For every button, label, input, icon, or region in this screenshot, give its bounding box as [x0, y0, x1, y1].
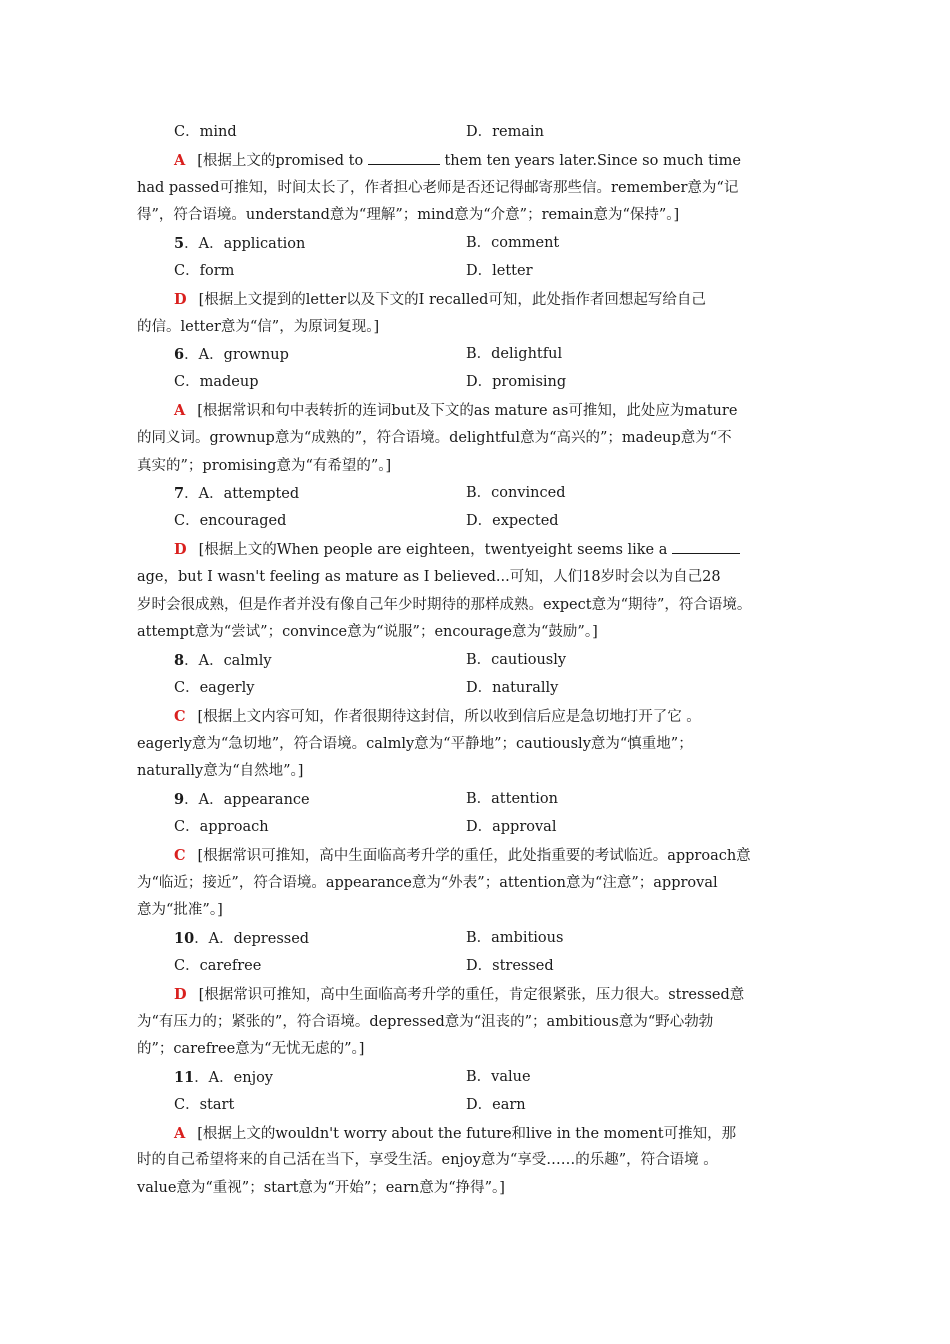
option-right: B．cautiously [466, 652, 567, 669]
explanation-line [137, 842, 817, 870]
answer-letter: C [174, 707, 186, 725]
explanation-text: 意为“批准”。] [137, 902, 223, 919]
explanation-text: 岁时会很成熟，但是作者并没有像自己年少时期待的那样成熟。expect意为“期待”，符合语境。 [137, 596, 752, 613]
option-right: B．value [466, 1069, 531, 1086]
option-row [137, 258, 817, 286]
option-left [137, 925, 466, 953]
option-text: ．A．attempted [184, 486, 300, 503]
explanation-line [137, 286, 817, 314]
option-text: C．eagerly [174, 679, 255, 696]
explanation-line [137, 397, 817, 425]
document-page [137, 119, 817, 1203]
explanation-text: [根据上文的wouldn't worry about the future和live in the moment可推知，那 [197, 1125, 737, 1142]
option-row [137, 508, 817, 536]
option-left [137, 508, 466, 536]
option-text: ．A．depressed [194, 931, 310, 948]
explanation-text: 的同义词。grownup意为“成熟的”，符合语境。delightful意为“高兴的”；madeup意为“不 [137, 429, 732, 446]
explanation-line [137, 619, 817, 647]
option-right: D．naturally [466, 679, 559, 696]
option-left [137, 647, 466, 675]
explanation-line [137, 981, 817, 1009]
option-row [137, 230, 817, 258]
explanation-line [137, 1120, 817, 1148]
option-left [137, 786, 466, 814]
explanation-text: [根据上文提到的letter以及下文的I recalled可知，此处指作者回想起写给自己 [198, 291, 706, 308]
option-right: B．convinced [466, 485, 566, 502]
explanation-line [137, 1036, 817, 1064]
answer-letter: A [174, 151, 186, 169]
explanation-text: had passed可推知，时间太长了，作者担心老师是否还记得邮寄那些信。remember意为“记 [137, 179, 739, 196]
explanation-text: them ten years later.Since so much time [439, 152, 741, 169]
answer-letter: D [174, 290, 187, 308]
option-left [137, 675, 466, 703]
option-left [137, 953, 466, 981]
explanation-text: 的”；carefree意为“无忧无虑的”。] [137, 1041, 365, 1058]
question-number: 5 [174, 235, 185, 253]
explanation-line [137, 731, 817, 759]
option-row [137, 786, 817, 814]
explanation-line [137, 314, 817, 342]
option-right: D．expected [466, 513, 559, 530]
explanation-line [137, 1147, 817, 1175]
option-text: C．madeup [174, 374, 259, 391]
explanation-text: [根据上文的promised to [197, 152, 368, 169]
explanation-text: age，but I wasn't feeling as mature as I believed...可知，人们18岁时会以为自己28 [137, 568, 721, 585]
option-text: C．carefree [174, 957, 262, 974]
option-right: B．delightful [466, 346, 563, 363]
option-row [137, 480, 817, 508]
question-number: 7 [174, 485, 185, 503]
explanation-text: 为“临近；接近”，符合语境。appearance意为“外表”；attention意为“注意”；approval [137, 874, 718, 891]
option-right: D．approval [466, 818, 557, 835]
fill-in-blank [368, 147, 440, 165]
option-row [137, 1092, 817, 1120]
option-text: C．start [174, 1096, 235, 1113]
explanation-line [137, 758, 817, 786]
option-right: B．comment [466, 235, 560, 252]
option-right: B．attention [466, 791, 558, 808]
option-row [137, 1064, 817, 1092]
option-left [137, 480, 466, 508]
explanation-line [137, 564, 817, 592]
explanation-text: 真实的”；promising意为“有希望的”。] [137, 457, 392, 474]
option-row [137, 814, 817, 842]
explanation-text: [根据常识可推知，高中生面临高考升学的重任，肯定很紧张，压力很大。stressed意 [198, 986, 745, 1003]
option-text: ．A．application [184, 236, 306, 253]
option-row [137, 647, 817, 675]
option-text: ．A．appearance [184, 792, 310, 809]
explanation-line [137, 536, 817, 564]
explanation-text: [根据常识和句中表转折的连词but及下文的as mature as可推知，此处应为mature [197, 402, 738, 419]
option-text: ．A．grownup [184, 347, 289, 364]
option-right: D．letter [466, 262, 533, 279]
answer-letter: C [174, 846, 186, 864]
option-text: C．encouraged [174, 513, 287, 530]
explanation-text: 的信。letter意为“信”，为原词复现。] [137, 318, 380, 335]
explanation-line [137, 870, 817, 898]
explanation-line [137, 147, 817, 175]
option-right: B．ambitious [466, 930, 564, 947]
explanation-line [137, 1009, 817, 1037]
explanation-text: attempt意为“尝试”；convince意为“说服”；encourage意为“鼓励”。] [137, 624, 598, 641]
explanation-text: [根据常识可推知，高中生面临高考升学的重任，此处指重要的考试临近。approach意 [197, 847, 751, 864]
explanation-text: 为“有压力的；紧张的”，符合语境。depressed意为“沮丧的”；ambitious意为“野心勃勃 [137, 1013, 714, 1030]
option-left [137, 1092, 466, 1120]
option-left [137, 1064, 466, 1092]
answer-letter: D [174, 985, 187, 1003]
option-left [137, 341, 466, 369]
explanation-line [137, 1175, 817, 1203]
option-row [137, 369, 817, 397]
explanation-text: 时的自己希望将来的自己活在当下，享受生活。enjoy意为“享受……的乐趣”，符合语境 。 [137, 1152, 718, 1169]
explanation-line [137, 453, 817, 481]
fill-in-blank [672, 536, 740, 554]
option-row [137, 953, 817, 981]
question-number: 8 [174, 652, 185, 670]
option-right: D．stressed [466, 957, 554, 974]
option-row [137, 341, 817, 369]
answer-letter: A [174, 401, 186, 419]
explanation-text: [根据上文内容可知，作者很期待这封信，所以收到信后应是急切地打开了它 。 [197, 708, 701, 725]
option-left [137, 230, 466, 258]
explanation-line [137, 592, 817, 620]
explanation-text: value意为“重视”；start意为“开始”；earn意为“挣得”。] [137, 1180, 505, 1197]
explanation-line [137, 897, 817, 925]
option-right: D．earn [466, 1096, 526, 1113]
option-row [137, 925, 817, 953]
option-row [137, 119, 817, 147]
option-text: ．A．enjoy [194, 1070, 273, 1087]
option-row [137, 675, 817, 703]
explanation-text: [根据上文的When people are eighteen，twentyeight seems like a [198, 541, 673, 558]
question-number: 9 [174, 791, 185, 809]
option-left [137, 814, 466, 842]
explanation-text: naturally意为“自然地”。] [137, 763, 304, 780]
option-left [137, 119, 466, 147]
option-text: C．form [174, 262, 235, 279]
option-text: ．A．calmly [184, 653, 272, 670]
answer-letter: D [174, 540, 187, 558]
explanation-line [137, 703, 817, 731]
option-left [137, 258, 466, 286]
option-left [137, 369, 466, 397]
option-right: D．promising [466, 374, 567, 391]
explanation-line [137, 202, 817, 230]
answer-letter: A [174, 1124, 186, 1142]
option-text: C．approach [174, 818, 269, 835]
explanation-line [137, 175, 817, 203]
option-right: D．remain [466, 124, 545, 140]
question-number: 11 [174, 1069, 195, 1087]
explanation-text: 得”，符合语境。understand意为“理解”；mind意为“介意”；remain意为“保持”。] [137, 207, 680, 224]
explanation-text: eagerly意为“急切地”，符合语境。calmly意为“平静地”；cautiously意为“慎重地”； [137, 735, 693, 752]
question-number: 10 [174, 930, 195, 948]
question-number: 6 [174, 346, 185, 364]
explanation-line [137, 425, 817, 453]
option-text: C．mind [174, 124, 237, 140]
